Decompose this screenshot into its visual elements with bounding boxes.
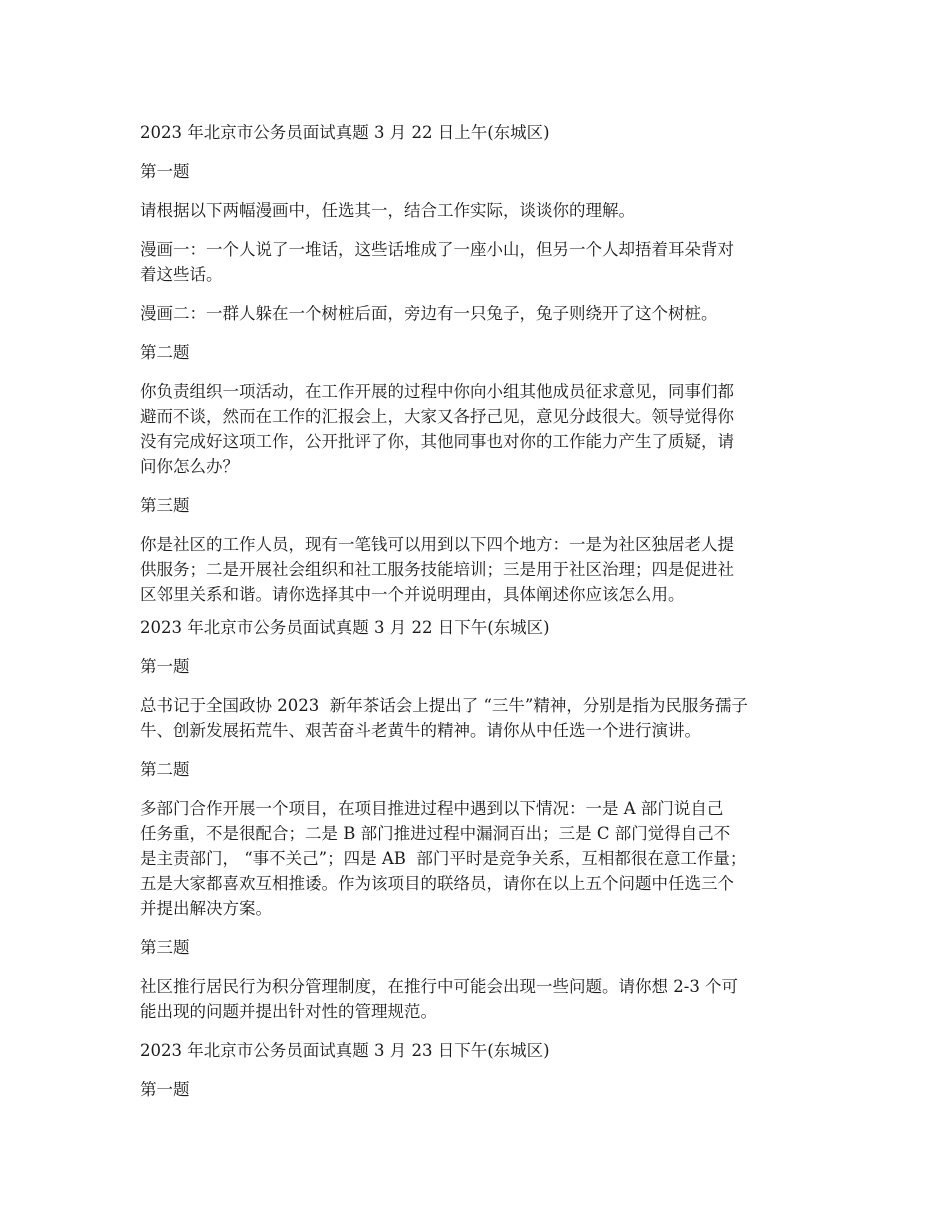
question-label: 第二题 bbox=[140, 760, 190, 779]
document-body bbox=[140, 120, 812, 1116]
question-label: 第二题 bbox=[140, 343, 190, 362]
question-text: 总书记于全国政协 2023 新年茶话会上提出了 “三牛”精神，分别是指为民服务孺子 牛、创新发展拓荒牛、艰苦奋斗老黄牛的精神。请你从中任选一个进行演讲。 bbox=[140, 696, 748, 740]
question-text: 多部门合作开展一个项目，在项目推进过程中遇到以下情况：一是 A 部门说自己 任务重，不是很配合；二是 B 部门推进过程中漏洞百出；三是 C 部门觉得自己不 是主责部门， “事不关己”；四是 AB 部门平时是竞争关系，互相都很在意工作量； 五是大家都喜欢互相推诿。作为该项目的联络员，请你在以上五个问题中任选三个 并提出解决方案。 bbox=[140, 799, 747, 918]
question-label: 第一题 bbox=[140, 162, 190, 181]
section-title: 2023 年北京市公务员面试真题 3 月 23 日下午(东城区) bbox=[140, 1041, 550, 1060]
question-label: 第三题 bbox=[140, 496, 190, 515]
question-label: 第一题 bbox=[140, 1080, 190, 1099]
question-text: 请根据以下两幅漫画中，任选其一，结合工作实际，谈谈你的理解。 bbox=[140, 201, 635, 220]
section-title: 2023 年北京市公务员面试真题 3 月 22 日上午(东城区) bbox=[140, 123, 550, 142]
question-text: 你负责组织一项活动，在工作开展的过程中你向小组其他成员征求意见，同事们都 避而不谈，然而在工作的汇报会上，大家又各抒己见，意见分歧很大。领导觉得你 没有完成好这项工作，公开批评了你，其他同事也对你的工作能力产生了质疑，请 问你怎么办？ bbox=[140, 382, 734, 476]
section-title: 2023 年北京市公务员面试真题 3 月 22 日下午(东城区) bbox=[140, 618, 550, 637]
question-label: 第三题 bbox=[140, 938, 190, 957]
question-text: 社区推行居民行为积分管理制度，在推行中可能会出现一些问题。请你想 2-3 个可 能出现的问题并提出针对性的管理规范。 bbox=[140, 977, 739, 1021]
question-label: 第一题 bbox=[140, 657, 190, 676]
question-text: 你是社区的工作人员，现有一笔钱可以用到以下四个地方：一是为社区独居老人提 供服务；二是开展社会组织和社工服务技能培训；三是用于社区治理；四是促进社 区邻里关系和谐。请你选择其中一个并说明理由，具体阐述你应该怎么用。 bbox=[140, 535, 734, 604]
question-text: 漫画一：一个人说了一堆话，这些话堆成了一座小山，但另一个人却捂着耳朵背对 着这些话。 bbox=[140, 240, 734, 284]
question-text: 漫画二：一群人躲在一个树桩后面，旁边有一只兔子，兔子则绕开了这个树桩。 bbox=[140, 304, 718, 323]
